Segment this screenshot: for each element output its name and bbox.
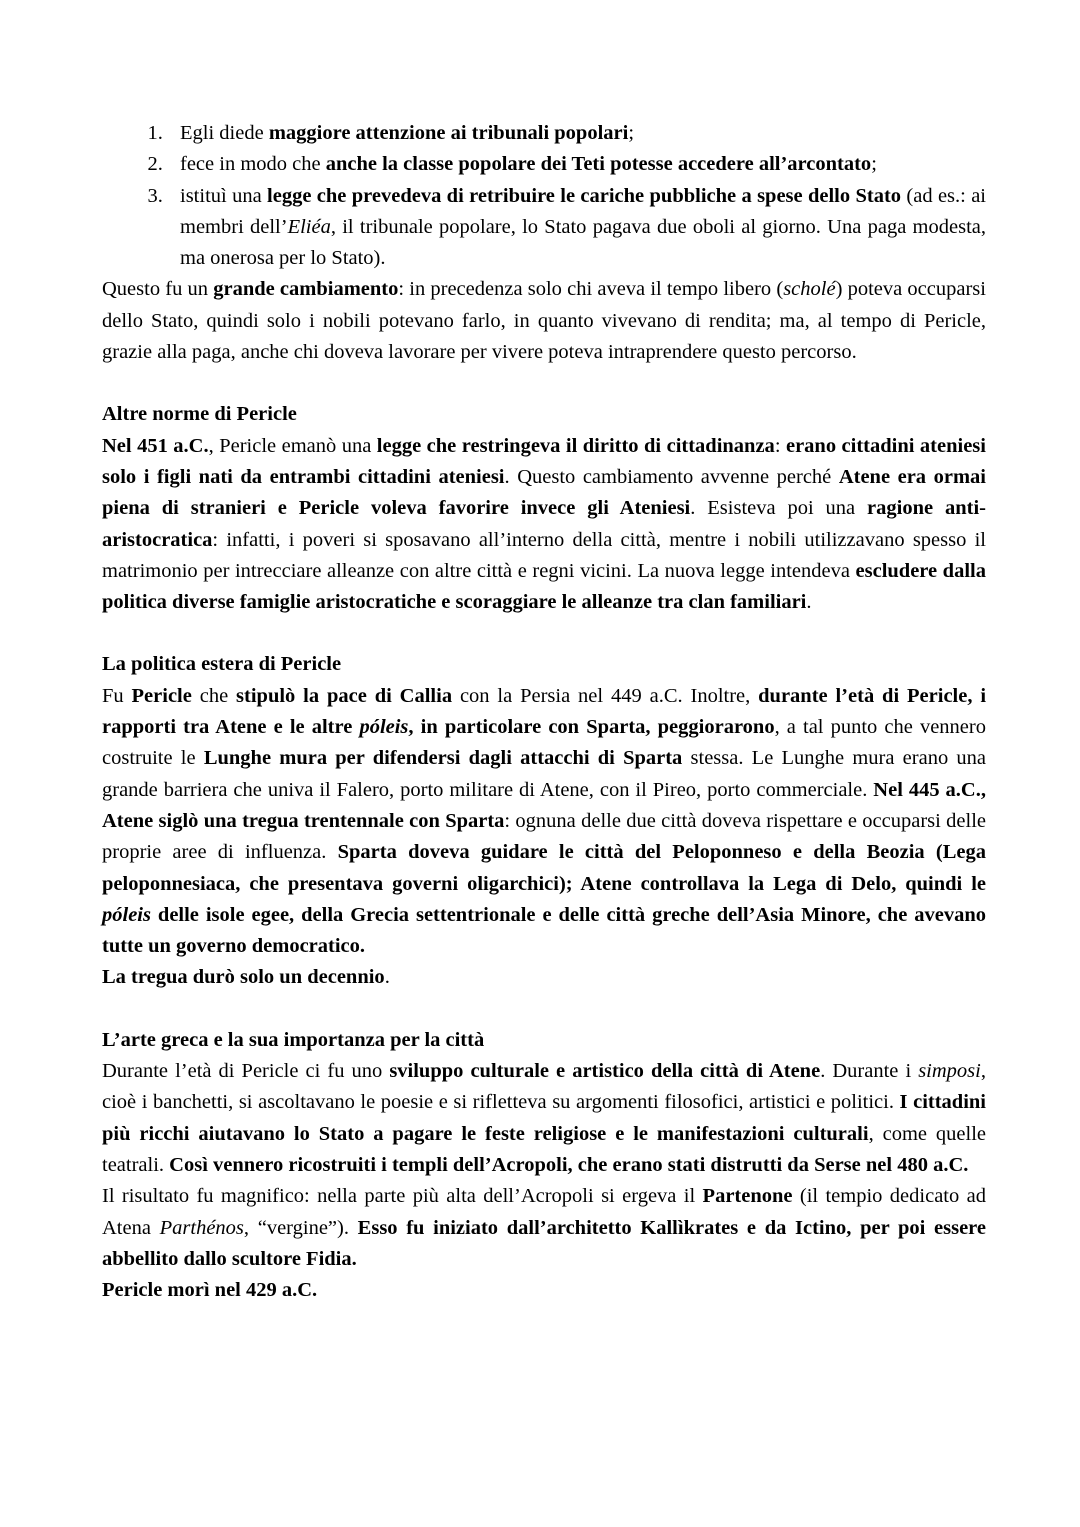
paragraph-morte-pericle: Pericle morì nel 429 a.C. bbox=[102, 1279, 318, 1302]
section-spacer bbox=[102, 368, 986, 399]
document-body bbox=[102, 118, 986, 1306]
paragraph-grande-cambiamento: Questo fu un grande cambiamento: in precedenza solo chi aveva il tempo libero (scholé) poteva occuparsi dello Stato, quindi solo i nobili potevano farlo, in quanto vivevano di rendita; ma, al tempo di Pericle, grazie alla paga, anche chi doveva lavorare per vivere poteva intraprendere questo percorso. bbox=[102, 278, 986, 364]
list-item: 3. istituì una legge che prevedeva di retribuire le cariche pubbliche a spese dello Stato (ad es.: ai membri dell’Eliéa, il tribunale popolare, lo Stato pagava due oboli al giorno. Una paga modesta, ma onerosa per lo Stato). bbox=[168, 181, 986, 275]
paragraph-partenone: Il risultato fu magnifico: nella parte più alta dell’Acropoli si ergeva il Partenone (il tempio dedicato ad Atena Parthénos, “vergine”). Esso fu iniziato dall’architetto Kallìkrates e da Ictino, per poi essere abbellito dallo scultore Fidia. bbox=[102, 1185, 987, 1270]
list-item: 2. fece in modo che anche la classe popolare dei Teti potesse accedere all’arcontato; bbox=[168, 149, 986, 180]
heading-politica-estera: La politica estera di Pericle bbox=[102, 653, 342, 676]
heading-arte-greca: L’arte greca e la sua importanza per la città bbox=[102, 1028, 485, 1051]
section-spacer bbox=[102, 618, 986, 649]
paragraph-arte-greca: Durante l’età di Pericle ci fu uno sviluppo culturale e artistico della città di Atene. Durante i simposi, cioè i banchetti, si ascoltavano le poesie e si rifletteva su argomenti filosofici, artistici e politici. I cittadini più ricchi aiutavano lo Stato a pagare le feste religiose e le manifestazioni culturali, come quelle teatrali. Così vennero ricostruiti i templi dell’Acropoli, che erano stati distrutti da Serse nel 480 a.C. bbox=[102, 1060, 987, 1176]
paragraph-tregua-decennio: La tregua durò solo un decennio. bbox=[102, 966, 390, 989]
list-item: 1. Egli diede maggiore attenzione ai tribunali popolari; bbox=[168, 118, 986, 149]
paragraph-altre-norme: Nel 451 a.C., Pericle emanò una legge che restringeva il diritto di cittadinanza: erano cittadini ateniesi solo i figli nati da entrambi cittadini ateniesi. Questo cambiamento avvenne perché Atene era ormai piena di stranieri e Pericle voleva favorire invece gli Ateniesi. Esisteva poi una ragione anti-aristocratica: infatti, i poveri si sposavano all’interno della città, mentre i nobili utilizzavano spesso il matrimonio per intrecciare alleanze con altre città e regni vicini. La nuova legge intendeva escludere dalla politica diverse famiglie aristocratiche e scoraggiare le alleanze tra clan familiari. bbox=[102, 434, 986, 614]
section-spacer bbox=[102, 994, 986, 1025]
heading-altre-norme: Altre norme di Pericle bbox=[102, 403, 297, 426]
pericle-reforms-list bbox=[102, 118, 986, 274]
paragraph-politica-estera: Fu Pericle che stipulò la pace di Callia con la Persia nel 449 a.C. Inoltre, durante l’età di Pericle, i rapporti tra Atene e le altre póleis, in particolare con Sparta, peggiorarono, a tal punto che vennero costruite le Lunghe mura per difendersi dagli attacchi di Sparta stessa. Le Lunghe mura erano una grande barriera che univa il Falero, porto militare di Atene, con il Pireo, porto commerciale. Nel 445 a.C., Atene siglò una tregua trentennale con Sparta: ognuna delle due città doveva rispettare e occuparsi delle proprie aree di influenza. Sparta doveva guidare le città del Peloponneso e della Beozia (Lega peloponnesiaca, che presentava governi oligarchici); Atene controllava la Lega di Delo, quindi le póleis delle isole egee, della Grecia settentrionale e delle città greche dell’Asia Minore, che avevano tutte un governo democratico. bbox=[102, 684, 987, 958]
